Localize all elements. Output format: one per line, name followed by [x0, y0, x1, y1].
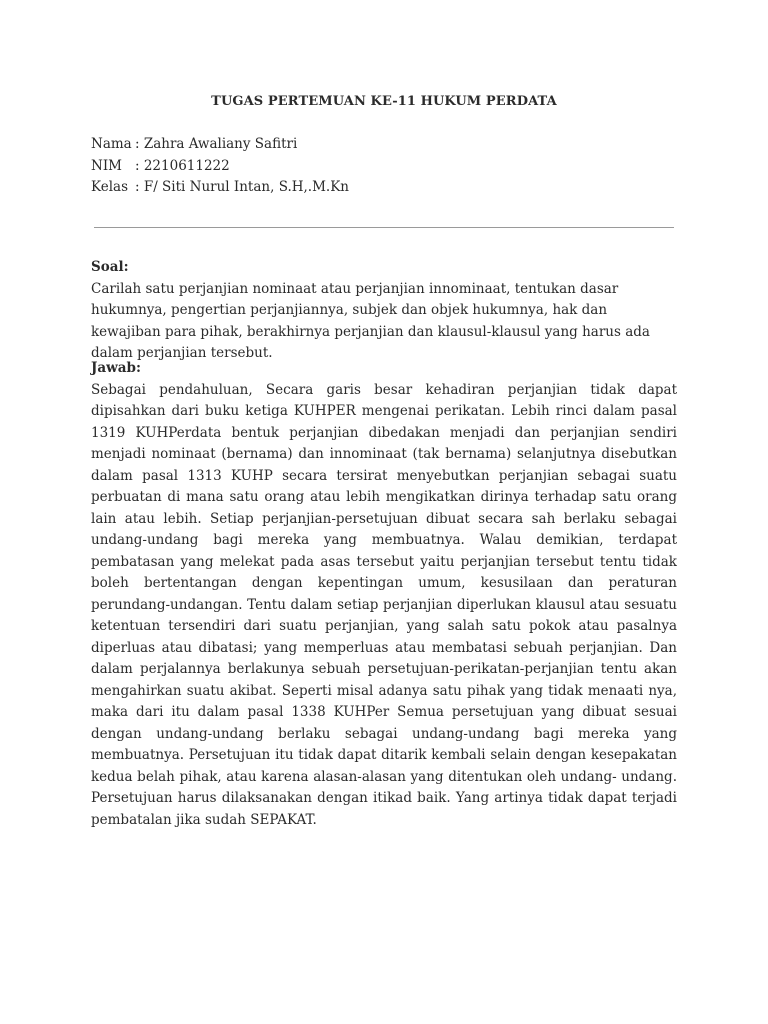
soal-heading: Soal: [91, 259, 129, 275]
info-row-kelas [91, 177, 349, 199]
info-label: Kelas [91, 179, 129, 195]
horizontal-divider [94, 227, 674, 228]
info-label: NIM [91, 157, 122, 174]
info-label: Nama [91, 136, 132, 152]
jawab-heading: Jawab: [91, 360, 141, 376]
info-row-nim [91, 156, 349, 178]
soal-section [91, 257, 677, 365]
info-value: : F/ Siti Nurul Intan, S.H,.M.Kn [135, 179, 349, 195]
jawab-section [91, 358, 677, 831]
info-value: : 2210611222 [135, 157, 230, 174]
soal-text: Carilah satu perjanjian nominaat atau perjanjian innominaat, tentukan dasar hukumnya, pengertian perjanjiannya, subjek dan objek hukumnya, hak dan kewajiban para pihak, berakhirnya perjanjian dan klausul-klausul yang harus ada dalam perjanjian tersebut. [91, 280, 650, 361]
document-title: TUGAS PERTEMUAN KE-11 HUKUM PERDATA [211, 94, 557, 109]
info-value: : Zahra Awaliany Safitri [135, 136, 298, 152]
student-info [91, 134, 349, 199]
info-row-nama [91, 134, 349, 156]
jawab-text: Sebagai pendahuluan, Secara garis besar kehadiran perjanjian tidak dapat dipisahkan dari buku ketiga KUHPER mengenai perikatan. Lebih rinci dalam pasal 1319 KUHPerdata bentuk perjanjian dibedakan menjadi dan perjanjian sendiri menjadi nominaat (bernama) dan innominaat (tak bernama) selanjutnya disebutkan dalam pasal 1313 KUHP secara tersirat menyebutkan perjanjian sebagai suatu perbuatan di mana satu orang atau lebih mengikatkan dirinya terhadap satu orang lain atau lebih. Setiap perjanjian-persetujuan dibuat secara sah berlaku sebagai undang-undang bagi mereka yang membuatnya. Walau demikian, terdapat pembatasan yang melekat pada asas tersebut yaitu perjanjian tersebut tentu tidak boleh bertentangan dengan kepentingan umum, kesusilaan dan peraturan perundang-undangan. Tentu dalam setiap perjanjian diperlukan klausul atau sesuatu ketentuan tersendiri dari suatu perjanjian, yang salah satu pokok atau pasalnya diperluas atau dibatasi; yang memperluas atau membatasi sebuah perjanjian. Dan dalam perjalannya berlakunya sebuah persetujuan-perikatan-perjanjian tentu akan mengahirkan suatu akibat. Seperti misal adanya satu pihak yang tidak menaati nya, maka dari itu dalam pasal 1338 KUHPer Semua persetujuan yang dibuat sesuai dengan undang-undang berlaku sebagai undang-undang bagi mereka yang membuatnya. Persetujuan itu tidak dapat ditarik kembali selain dengan kesepakatan kedua belah pihak, atau karena alasan-alasan yang ditentukan oleh undang- undang. Persetujuan harus dilaksanakan dengan itikad baik. Yang artinya tidak dapat terjadi pembatalan jika sudah SEPAKAT. [91, 381, 677, 828]
